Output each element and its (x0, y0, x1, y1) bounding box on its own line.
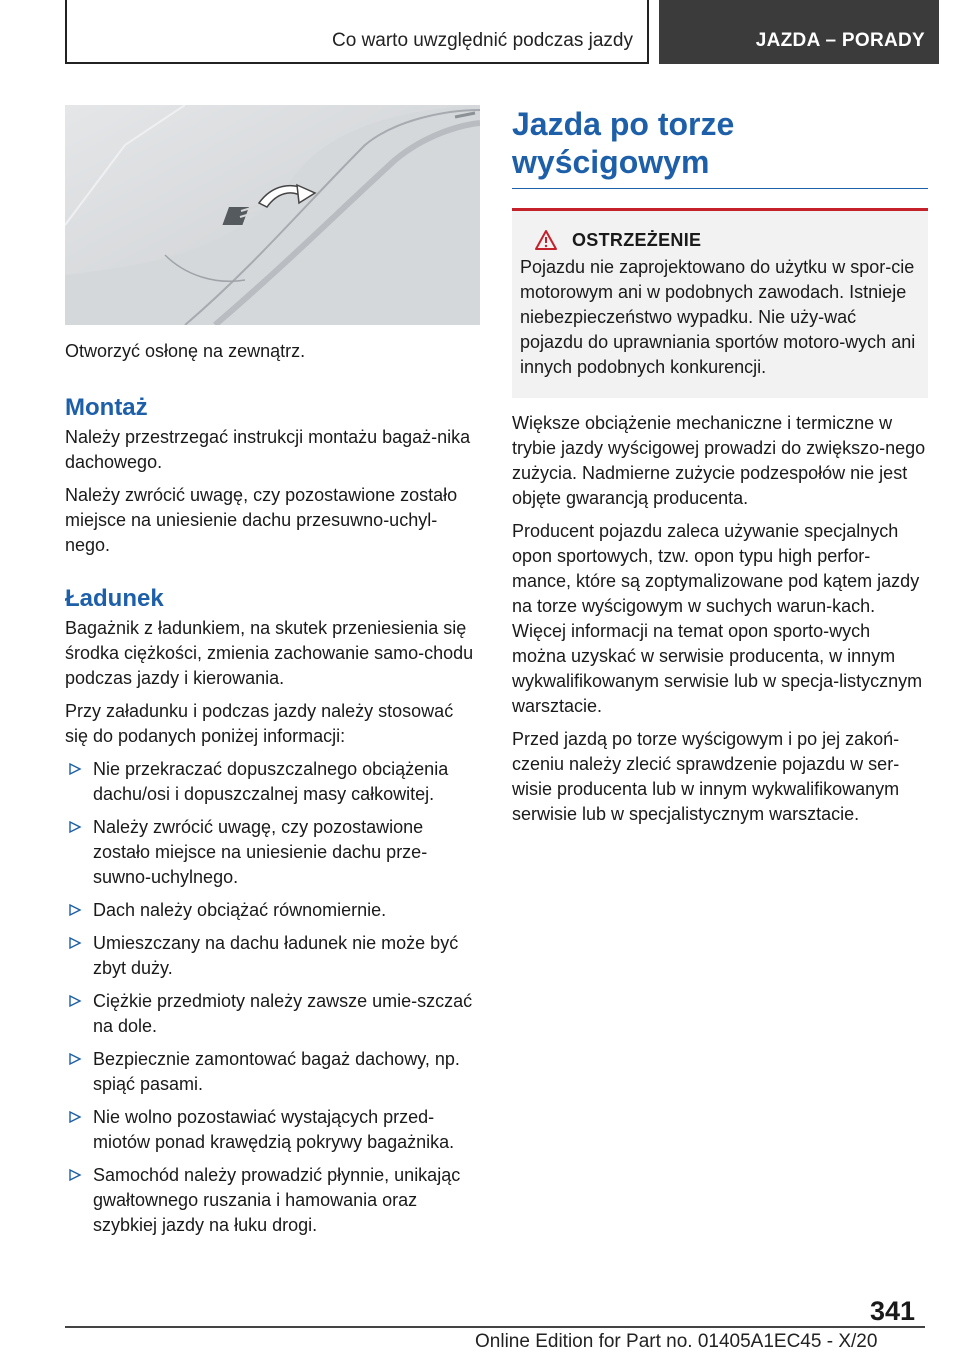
ladunek-bullet-list (65, 757, 480, 1238)
race-paragraph-1: Większe obciążenie mechaniczne i termiczne w trybie jazdy wyścigowej prowadzi do zwiększo-nego zużycia. Nadmierne zużycie podzespołów nie jest objęte gwarancją producenta. (512, 413, 926, 508)
left-column (65, 105, 480, 1246)
list-item: Bezpiecznie zamontować bagaż dachowy, np. spiąć pasami. (65, 1047, 480, 1097)
race-paragraph-2: Producent pojazdu zaleca używanie specjalnych opon sportowych, tzw. opon typu high perfor-mance, które są zoptymalizowane pod kątem jazdy na torze wyścigowym w suchych warun-kach. Więcej informacji na temat opon sporto-wych można uzyskać w serwisie producenta, w innym wykwalifikowanym serwisie lub w specja-listycznym warsztacie. (512, 521, 923, 716)
roof-cover-photo (65, 105, 480, 325)
montaz-paragraph-1: Należy przestrzegać instrukcji montażu bagaż-nika dachowego. (65, 427, 471, 472)
list-item: Umieszczany na dachu ładunek nie może być zbyt duży. (65, 931, 480, 981)
triangle-bullet-icon (68, 762, 82, 776)
triangle-bullet-icon (68, 1168, 82, 1182)
warning-box (512, 208, 928, 398)
triangle-bullet-icon (68, 994, 82, 1008)
list-item: Samochód należy prowadzić płynnie, unikając gwałtownego ruszania i hamowania oraz szybkiej jazdy na łuku drogi. (65, 1163, 480, 1238)
header-section-title: Co warto uwzględnić podczas jazdy (65, 0, 649, 64)
header-chapter-title: JAZDA – PORADY (659, 0, 939, 64)
ladunek-paragraph-1: Bagażnik z ładunkiem, na skutek przeniesienia się środka ciężkości, zmienia zachowanie samo-chodu podczas jazdy i kierowania. (65, 618, 474, 688)
page-number: 341 (870, 1296, 916, 1326)
list-item: Nie przekraczać dopuszczalnego obciążenia dachu/osi i dopuszczalnej masy całkowitej. (65, 757, 480, 807)
race-paragraph-3: Przed jazdą po torze wyścigowym i po jej zakoń-czeniu należy zlecić sprawdzenie pojazdu w ser-wisie producenta lub w innym wykwalifikowanym serwisie lub w specjalistycznym warsztacie. (512, 729, 900, 824)
triangle-bullet-icon (68, 936, 82, 950)
warning-triangle-icon (534, 229, 558, 251)
photo-caption: Otworzyć osłonę na zewnątrz. (65, 341, 306, 361)
triangle-bullet-icon (68, 1052, 82, 1066)
ladunek-paragraph-2: Przy załadunku i podczas jazdy należy stosować się do podanych poniżej informacji: (65, 701, 454, 746)
montaz-paragraph-2: Należy zwrócić uwagę, czy pozostawione zostało miejsce na uniesienie dachu przesuwno-uchyl-nego. (65, 485, 458, 555)
heading-ladunek: Ładunek (65, 585, 164, 612)
footer-edition: Online Edition for Part no. 01405A1EC45 - X/20 (475, 1331, 878, 1352)
right-column (512, 105, 928, 827)
footer-divider (65, 1326, 925, 1328)
list-item: Nie wolno pozostawiać wystających przed-miotów ponad krawędzią pokrywy bagażnika. (65, 1105, 480, 1155)
warning-text: Pojazdu nie zaprojektowano do użytku w spor-cie motorowym ani w podobnych zawodach. Istnieje niebezpieczeństwo wypadku. Nie uży-wać pojazdu do uprawniania sportów motoro-wych ani innych podobnych konkurencji. (520, 257, 916, 377)
heading-montaz: Montaż (65, 394, 148, 421)
section-title-race-track: Jazda po torze wyścigowym (512, 105, 928, 189)
triangle-bullet-icon (68, 903, 82, 917)
list-item: Ciężkie przedmioty należy zawsze umie-szczać na dole. (65, 989, 480, 1039)
list-item: Należy zwrócić uwagę, czy pozostawione zostało miejsce na uniesienie dachu prze-suwno-uchylnego. (65, 815, 480, 890)
list-item: Dach należy obciążać równomiernie. (65, 898, 480, 923)
warning-label: OSTRZEŻENIE (572, 229, 702, 250)
triangle-bullet-icon (68, 820, 82, 834)
triangle-bullet-icon (68, 1110, 82, 1124)
